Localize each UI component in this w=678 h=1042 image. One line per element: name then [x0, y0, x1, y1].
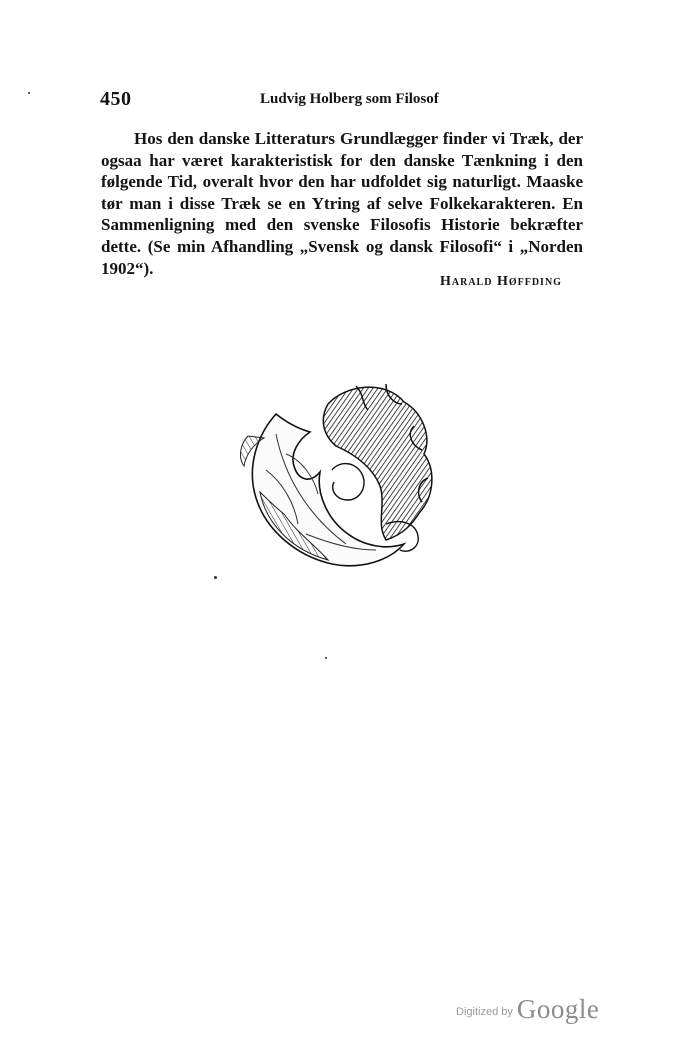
- text-line: Sammenligning med den svenske Filosofis Historie bekræfter: [101, 215, 583, 235]
- running-title: Ludvig Holberg som Filosof: [260, 91, 439, 107]
- digitized-label: Digitized by: [456, 1006, 513, 1018]
- text-line: følgende Tid, overalt hvor den har udfoldet sig naturligt. Maaske: [101, 172, 583, 192]
- paper-speck: [214, 576, 217, 579]
- text-line: ogsaa har været karakteristisk for den danske Tænkning i den: [101, 150, 583, 170]
- acanthus-leaf-ornament-icon: [236, 374, 444, 574]
- text-line: 1902“).: [101, 258, 154, 278]
- text-line: tør man i disse Træk se en Ytring af selve Folkekarakteren. En: [101, 193, 583, 213]
- google-logo: Google: [516, 994, 600, 1024]
- running-header: [100, 88, 580, 114]
- text-line: dette. (Se min Afhandling „Svensk og dansk Filosofi“ i „Norden: [101, 236, 583, 256]
- author-signature: Harald Høffding: [440, 274, 562, 289]
- page-number: 450: [100, 88, 132, 110]
- body-paragraph: [101, 128, 583, 279]
- paper-speck: [325, 657, 327, 659]
- digitized-by-watermark: [456, 994, 599, 1025]
- text-line: Hos den danske Litteraturs Grundlægger finder vi Træk, der: [134, 129, 583, 148]
- paper-speck: [28, 92, 30, 94]
